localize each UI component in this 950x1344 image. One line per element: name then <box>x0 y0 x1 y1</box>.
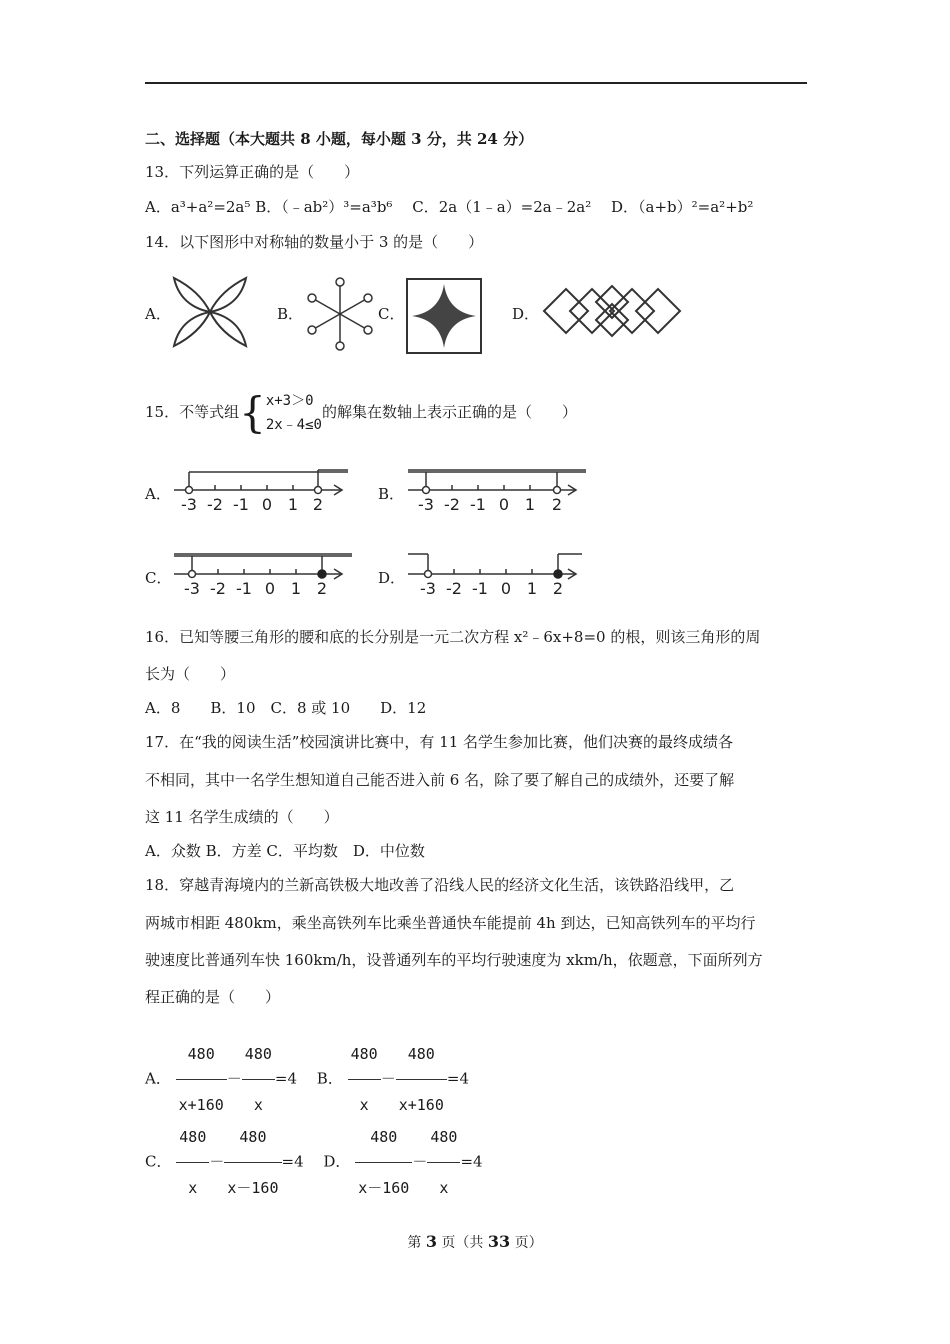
q15-label-d: D． <box>378 569 406 587</box>
top-rule <box>145 82 807 84</box>
tick-label: 1 <box>287 495 299 514</box>
q14-label-b: B． <box>277 305 304 323</box>
tick-label: -1 <box>472 579 488 598</box>
minus-sign: － <box>412 1152 428 1171</box>
footer-suffix: 页） <box>510 1235 543 1251</box>
open-point-2 <box>554 487 561 494</box>
number-line-b <box>404 462 590 514</box>
denominator: x <box>188 1179 198 1197</box>
tick-label: -3 <box>184 579 200 598</box>
open-point-neg3 <box>423 487 430 494</box>
q16-options: A．8 B．10 C．8 或 10 D．12 <box>145 699 427 717</box>
tick-label: 2 <box>551 495 563 514</box>
numerator: 480 <box>242 1030 275 1080</box>
q15-label-b: B． <box>378 485 405 503</box>
section-heading: 二、选择题（本大题共 8 小题，每小题 3 分，共 24 分） <box>145 130 534 148</box>
minus-sign: － <box>380 1069 396 1088</box>
q16-line1: 16．已知等腰三角形的腰和底的长分别是一元二次方程 x²﹣6x+8=0 的根，则该三角形的周 <box>145 628 761 646</box>
tick-label: -1 <box>236 579 252 598</box>
tick-label: 0 <box>498 495 510 514</box>
numerator: 480 <box>176 1030 227 1080</box>
total-pages: 33 <box>487 1232 511 1251</box>
q18-line2: 两城市相距 480km，乘坐高铁列车比乘坐普通快车能提前 4h 到达，已知高铁列车的平均行 <box>145 914 756 932</box>
q15-stem <box>145 386 577 439</box>
q17-line2: 不相同，其中一名学生想知道自己能否进入前 6 名，除了要了解自己的成绩外，还要了解 <box>145 771 735 789</box>
chain-of-diamonds-icon <box>540 282 684 340</box>
numerator: 480 <box>224 1113 281 1163</box>
q14-label-d: D． <box>512 305 540 323</box>
q15-stem-suffix: 的解集在数轴上表示正确的是（ ） <box>321 403 577 421</box>
q13-a-math: a³+a²=2a⁵ <box>170 198 251 216</box>
closed-point-2 <box>318 570 326 578</box>
q15-ineq1: x+3＞0 <box>265 393 314 409</box>
six-spoke-star-icon <box>304 276 376 352</box>
tick-label: 0 <box>500 579 512 598</box>
q13-options <box>145 196 753 217</box>
numerator: 480 <box>427 1113 460 1163</box>
open-point-neg3 <box>186 487 193 494</box>
q18-line3: 驶速度比普通列车快 160km/h，设普通列车的平均行驶速度为 xkm/h，依题意，下面所列方 <box>145 951 763 969</box>
q13-a-label: A． <box>145 198 171 216</box>
tick-label: -2 <box>444 495 460 514</box>
fraction-c1 <box>176 1113 209 1212</box>
q13-d-label: D． <box>611 198 639 216</box>
denominator: x－160 <box>227 1179 279 1197</box>
denominator: x <box>359 1096 369 1114</box>
inequality-system <box>239 387 322 439</box>
q18-label-c: C． <box>145 1152 172 1171</box>
open-point-2 <box>315 487 322 494</box>
footer-prefix: 第 <box>407 1235 426 1251</box>
number-line-c <box>170 546 356 598</box>
tick-label: 1 <box>290 579 302 598</box>
denominator: x+160 <box>178 1096 224 1114</box>
q18-label-a: A． <box>145 1069 171 1088</box>
denominator: x+160 <box>398 1096 444 1114</box>
numerator: 480 <box>176 1113 209 1163</box>
tick-label: -3 <box>181 495 197 514</box>
equals-four: =4 <box>274 1069 298 1088</box>
q13-b-math: （﹣ab²）³=a³b⁶ <box>281 198 393 216</box>
q15-ineq2: 2x﹣4≤0 <box>265 417 322 433</box>
denominator: x <box>439 1179 449 1197</box>
q17-options: A．众数 B．方差 C．平均数 D．中位数 <box>145 842 425 860</box>
tick-label: 1 <box>524 495 536 514</box>
fraction-c2 <box>224 1113 281 1212</box>
left-brace-icon: { <box>239 388 266 437</box>
numerator: 480 <box>355 1113 412 1163</box>
tick-label: -2 <box>210 579 226 598</box>
q13-b-label: B． <box>255 198 282 216</box>
open-point-neg3 <box>189 571 196 578</box>
q14-label-c: C． <box>378 305 405 323</box>
equals-four: =4 <box>281 1152 304 1171</box>
q13-c-math: 2a（1﹣a）=2a﹣2a² <box>438 198 592 216</box>
tick-label: 2 <box>312 495 324 514</box>
fraction-d1 <box>355 1113 412 1212</box>
q13-stem: 13．下列运算正确的是（ ） <box>145 163 360 181</box>
denominator: x－160 <box>358 1179 410 1197</box>
numerator: 480 <box>396 1030 447 1080</box>
fraction-d2 <box>427 1113 460 1212</box>
page-number: 3 <box>425 1232 437 1251</box>
four-point-star-in-square-icon <box>404 276 484 356</box>
footer-middle: 页（共 <box>436 1235 488 1251</box>
q14-label-a: A． <box>145 305 171 323</box>
tick-label: -1 <box>470 495 486 514</box>
denominator: x <box>253 1096 263 1114</box>
tick-label: 1 <box>526 579 538 598</box>
tick-label: -2 <box>207 495 223 514</box>
tick-label: -3 <box>420 579 436 598</box>
q18-label-b: B． <box>316 1069 343 1088</box>
tick-label: -1 <box>233 495 249 514</box>
tick-label: -2 <box>446 579 462 598</box>
tick-label: 0 <box>261 495 273 514</box>
q18-options-cd <box>145 1113 483 1212</box>
equals-four: =4 <box>446 1069 469 1088</box>
tick-label: 2 <box>316 579 328 598</box>
tick-label: 0 <box>264 579 276 598</box>
q14-stem: 14．以下图形中对称轴的数量小于 3 的是（ ） <box>145 233 484 251</box>
q18-line1: 18．穿越青海境内的兰新高铁极大地改善了沿线人民的经济文化生活，该铁路沿线甲，乙 <box>145 876 735 894</box>
q17-line1: 17．在“我的阅读生活”校园演讲比赛中，有 11 名学生参加比赛，他们决赛的最终成绩各 <box>145 733 734 751</box>
open-point-neg3 <box>425 571 432 578</box>
four-petal-flower-icon <box>170 274 250 350</box>
q13-c-label: C． <box>412 198 439 216</box>
q13-d-math: （a+b）²=a²+b² <box>638 198 754 216</box>
number-line-a <box>170 462 352 514</box>
q18-label-d: D． <box>323 1152 351 1171</box>
minus-sign: － <box>209 1152 225 1171</box>
page-footer <box>0 1232 950 1252</box>
q15-label-a: A． <box>145 485 171 503</box>
minus-sign: － <box>226 1069 242 1088</box>
q16-line2: 长为（ ） <box>145 665 236 683</box>
q15-stem-prefix: 15．不等式组 <box>145 403 240 421</box>
numerator: 480 <box>348 1030 381 1080</box>
q18-line4: 程正确的是（ ） <box>145 988 281 1006</box>
closed-point-2 <box>554 570 562 578</box>
equals-four: =4 <box>460 1152 483 1171</box>
q15-label-c: C． <box>145 569 172 587</box>
tick-label: 2 <box>552 579 564 598</box>
tick-label: -3 <box>418 495 434 514</box>
number-line-d <box>404 546 586 598</box>
q17-line3: 这 11 名学生成绩的（ ） <box>145 808 339 826</box>
